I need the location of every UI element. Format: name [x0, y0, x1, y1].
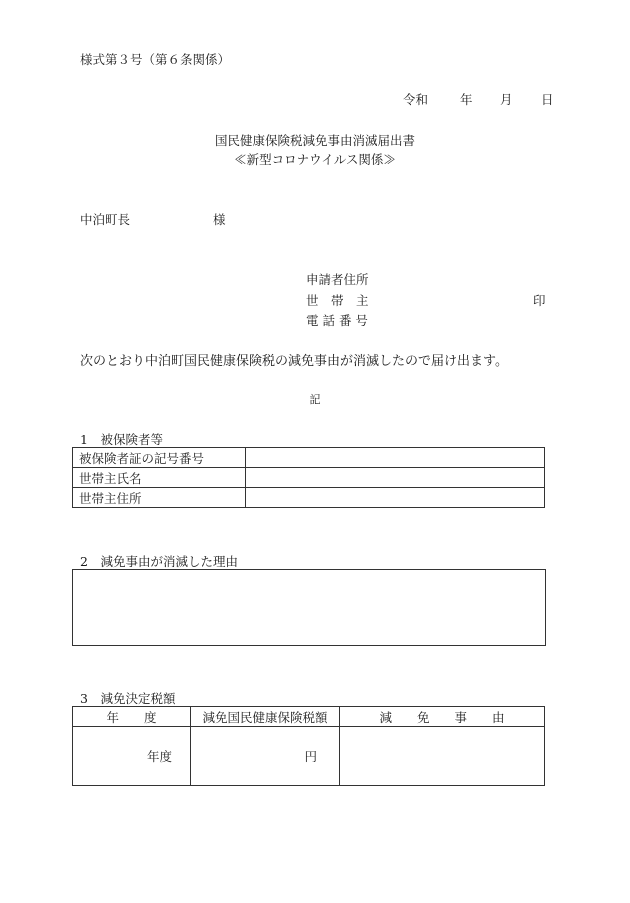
document-title: 国民健康保険税減免事由消滅届出書	[214, 133, 415, 148]
col-reason-header: 減 免 事 由	[340, 707, 545, 727]
table-header-row	[73, 707, 545, 727]
insured-card-number-label: 被保険者証の記号番号	[73, 448, 246, 468]
table-row	[73, 468, 545, 488]
applicant-address-label: 申請者住所	[306, 272, 369, 287]
date-day: 日	[541, 92, 554, 107]
section1-heading: 1 被保険者等	[80, 432, 163, 447]
section3-heading: 3 減免決定税額	[80, 691, 176, 706]
householder-name-label: 世帯主氏名	[73, 468, 246, 488]
addressee-honorific: 様	[213, 212, 226, 227]
col-amount-header: 減免国民健康保険税額	[191, 707, 340, 727]
tax-amount-table	[72, 706, 545, 786]
insured-card-number-field[interactable]	[246, 448, 545, 468]
householder-address-label: 世帯主住所	[73, 488, 246, 508]
householder-label: 世 帯 主	[306, 293, 369, 308]
date-year: 年	[460, 92, 473, 107]
year-unit: 年度	[146, 749, 172, 764]
table-row	[73, 448, 545, 468]
seal-label: 印	[533, 293, 546, 308]
section2-heading: 2 減免事由が消滅した理由	[80, 554, 238, 569]
phone-label: 電 話 番 号	[306, 313, 368, 328]
table-row	[73, 488, 545, 508]
col-year-header: 年 度	[73, 707, 191, 727]
householder-address-field[interactable]	[246, 488, 545, 508]
form-number: 様式第３号（第６条関係）	[80, 52, 231, 67]
year-field[interactable]	[73, 727, 191, 786]
reason-cell-field[interactable]	[340, 727, 545, 786]
reason-field[interactable]	[72, 569, 546, 646]
body-text: 次のとおり中泊町国民健康保険税の減免事由が消滅したので届け出ます。	[80, 354, 508, 369]
addressee-name: 中泊町長	[80, 212, 131, 227]
householder-name-field[interactable]	[246, 468, 545, 488]
insured-table	[72, 447, 545, 508]
amount-field[interactable]	[191, 727, 340, 786]
date-month: 月	[500, 92, 513, 107]
amount-unit: 円	[304, 749, 317, 764]
ki-label: 記	[309, 393, 321, 406]
date-era: 令和	[403, 92, 429, 107]
table-row	[73, 727, 545, 786]
document-subtitle: ≪新型コロナウイルス関係≫	[234, 152, 396, 167]
